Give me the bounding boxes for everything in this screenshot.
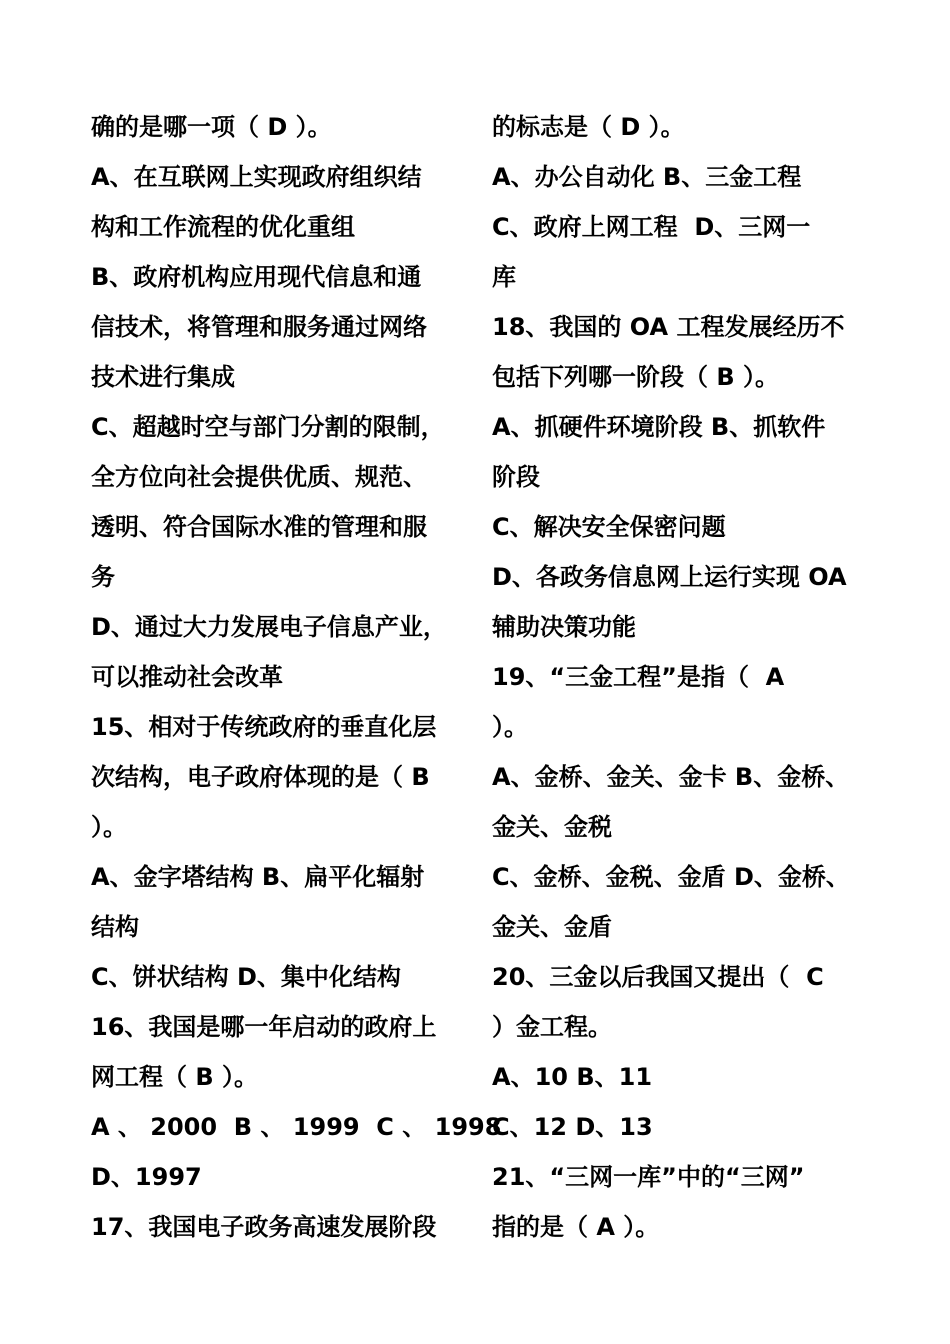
text-line: 指的是（ A ）。 [492, 1213, 660, 1241]
question-line: 17、我国电子政务高速发展阶段 [91, 1213, 437, 1241]
text-line: 务 [91, 563, 115, 591]
text-line: C、饼状结构 D、集中化结构 [91, 963, 401, 991]
text-line: C、政府上网工程 D、三网一 [492, 213, 811, 241]
text-line: C、金桥、金税、金盾 D、金桥、 [492, 863, 850, 891]
text-line: 包括下列哪一阶段（ B ）。 [492, 363, 780, 391]
text-line: A、在互联网上实现政府组织结 [91, 163, 422, 191]
left-column [91, 102, 502, 1252]
text-line: 结构 [91, 913, 139, 941]
text-line: 金关、金盾 [492, 913, 612, 941]
text-line: A、办公自动化 B、三金工程 [492, 163, 802, 191]
text-line: B、政府机构应用现代信息和通 [91, 263, 422, 291]
text-line: 网工程（ B ）。 [91, 1063, 259, 1091]
question-line: 19、“三金工程”是指（ A [492, 663, 785, 691]
text-line: 可以推动社会改革 [91, 663, 283, 691]
text-line: 构和工作流程的优化重组 [91, 213, 355, 241]
text-line: C、12 D、13 [492, 1113, 653, 1141]
question-line: 18、我国的 OA 工程发展经历不 [492, 313, 845, 341]
text-line: ）金工程。 [492, 1013, 612, 1041]
text-line: C、解决安全保密问题 [492, 513, 726, 541]
question-line: 16、我国是哪一年启动的政府上 [91, 1013, 437, 1041]
text-line: A 、 2000 B 、 1999 C 、 1998 [91, 1113, 502, 1141]
text-line: D、1997 [91, 1163, 202, 1191]
text-line: 金关、金税 [492, 813, 612, 841]
text-line: ）。 [492, 713, 528, 741]
text-line: D、通过大力发展电子信息产业， [91, 613, 447, 641]
text-line: 透明、符合国际水准的管理和服 [91, 513, 427, 541]
question-line: 21、“三网一库”中的“三网” [492, 1163, 805, 1191]
text-line: D、各政务信息网上运行实现 OA [492, 563, 847, 591]
text-line: 阶段 [492, 463, 540, 491]
text-line: C、超越时空与部门分割的限制， [91, 413, 445, 441]
question-line: 20、三金以后我国又提出（ C [492, 963, 824, 991]
text-line: 信技术，将管理和服务通过网络 [91, 313, 427, 341]
text-line: 辅助决策功能 [492, 613, 636, 641]
right-column [492, 102, 877, 1252]
text-line: A、抓硬件环境阶段 B、抓软件 [492, 413, 826, 441]
text-line: A、金字塔结构 B、扁平化辐射 [91, 863, 425, 891]
text-line: 确的是哪一项（ D ）。 [91, 113, 332, 141]
text-line: 技术进行集成 [91, 363, 235, 391]
text-line: ）。 [91, 813, 127, 841]
text-line: 的标志是（ D ）。 [492, 113, 685, 141]
text-line: 次结构，电子政府体现的是（ B [91, 763, 430, 791]
text-line: A、10 B、11 [492, 1063, 653, 1091]
text-line: A、金桥、金关、金卡 B、金桥、 [492, 763, 850, 791]
question-line: 15、相对于传统政府的垂直化层 [91, 713, 437, 741]
text-line: 库 [492, 263, 516, 291]
text-line: 全方位向社会提供优质、规范、 [91, 463, 427, 491]
